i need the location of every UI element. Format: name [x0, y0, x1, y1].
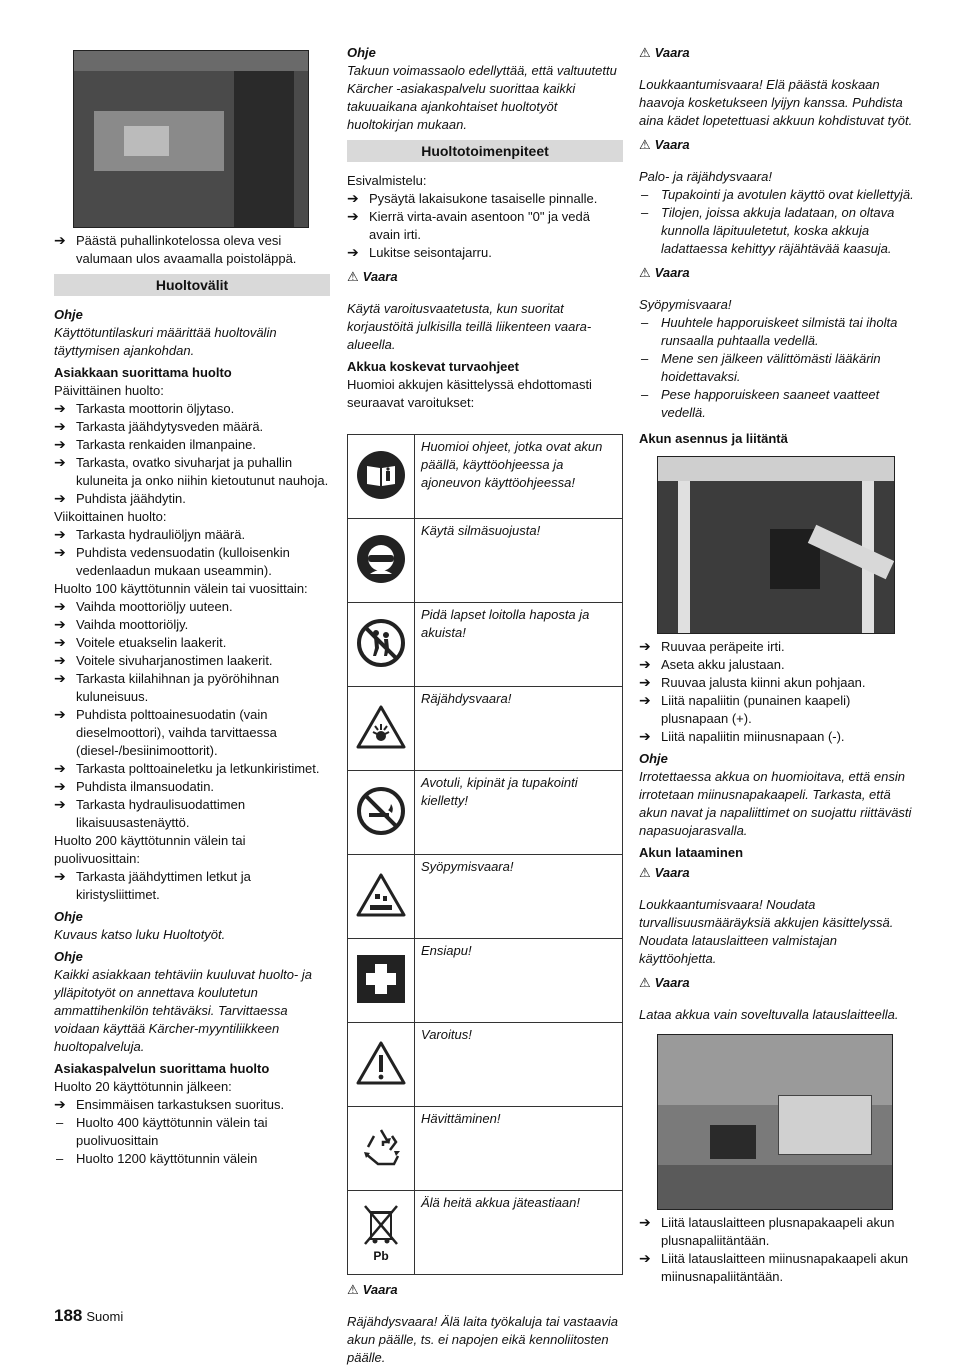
warning-text: Palo- ja räjähdysvaara! — [639, 169, 772, 184]
daily-label: Päivittäinen huolto: — [54, 383, 164, 398]
list-item: ➔ Tarkasta jäähdytysveden määrä. — [54, 418, 330, 436]
symbol-text: Ensiapu! — [415, 939, 623, 1023]
battery-symbols-table — [347, 434, 623, 1275]
warning-triangle-icon: ⚠ — [639, 976, 651, 991]
warning-text: Lataa akkua vain soveltuvalla latauslaitteella. — [639, 1007, 899, 1022]
list-item: ➔ Liitä napaliitin miinusnapaan (-). — [639, 728, 915, 746]
list-item: ➔ Puhdista jäähdytin. — [54, 490, 330, 508]
note-text: Kuvaus katso luku Huoltotyöt. — [54, 927, 226, 942]
warning-triangle-icon: ⚠ — [347, 270, 359, 285]
warning-heading: ⚠ Vaara — [639, 45, 690, 61]
battery-intro: Huomioi akkujen käsittelyssä ehdottomasti seuraavat varoitukset: — [347, 377, 592, 410]
list-item: ➔ Ruuvaa jalusta kiinni akun pohjaan. — [639, 674, 915, 692]
warning-icon — [356, 1040, 406, 1086]
symbol-text: Avotuli, kipinät ja tupakointi kielletty! — [415, 771, 623, 855]
list-item: ➔ Kierrä virta-avain asentoon "0" ja vedä avain irti. — [347, 208, 623, 244]
list-item: ➔ Liitä latauslaitteen plusnapakaapeli akun plusnapaliitäntään. — [639, 1214, 915, 1250]
daily-list — [54, 400, 330, 508]
warning-heading: ⚠ Vaara — [639, 137, 690, 153]
list-item: ➔ Ruuvaa peräpeite irti. — [639, 638, 915, 656]
battery-safety-heading: Akkua koskevat turvaohjeet — [347, 359, 519, 374]
h100-list — [54, 598, 330, 832]
warning-triangle-icon: ⚠ — [639, 46, 651, 61]
table-row — [348, 435, 623, 519]
prep-label: Esivalmistelu: — [347, 173, 427, 188]
note-title: Ohje — [347, 45, 376, 60]
list-item: – Huolto 1200 käyttötunnin välein — [54, 1150, 330, 1168]
note-text: Käyttötuntilaskuri määrittää huoltovälin täyttymisen ajankohdan. — [54, 325, 277, 358]
list-item: ➔ Tarkasta renkaiden ilmanpaine. — [54, 436, 330, 454]
page-number: 188 — [54, 1306, 83, 1325]
symbol-text: Varoitus! — [415, 1023, 623, 1107]
list-item: – Tilojen, joissa akkuja ladataan, on oltava kunnolla läpituuletetut, koska akkuja ladattaessa kehittyy räjähtävää kaasuja. — [639, 204, 915, 258]
table-row — [348, 687, 623, 771]
list-item: ➔ Tarkasta moottorin öljytaso. — [54, 400, 330, 418]
list-item: – Huuhtele happoruiskeet silmistä tai iholta runsaalla puhtaalla vedellä. — [639, 314, 915, 350]
table-row — [348, 939, 623, 1023]
list-item: ➔ Pysäytä lakaisukone tasaiselle pinnalle. — [347, 190, 623, 208]
recycle-icon — [356, 1122, 406, 1172]
table-row — [348, 1191, 623, 1275]
symbol-text: Hävittäminen! — [415, 1107, 623, 1191]
crossed-bin-icon — [356, 1203, 406, 1247]
table-row — [348, 855, 623, 939]
list-item: ➔ Tarkasta jäähdyttimen letkut ja kiristysliittimet. — [54, 868, 330, 904]
list-item: ➔ Ensimmäisen tarkastuksen suoritus. — [54, 1096, 330, 1114]
list-item: – Tupakointi ja avotulen käyttö ovat kiellettyjä. — [639, 186, 915, 204]
customer-maintenance-heading: Asiakkaan suorittama huolto — [54, 365, 232, 380]
list-item: ➔ Puhdista polttoainesuodatin (vain dieselmoottori), vaihda tarvittaessa (diesel-/besiinimoottorit). — [54, 706, 330, 760]
table-row — [348, 519, 623, 603]
warning-heading: ⚠ Vaara — [639, 265, 690, 281]
list-item: – Huolto 400 käyttötunnin välein tai puolivuosittain — [54, 1114, 330, 1150]
warning-text: Loukkaantumisvaara! Elä päästä koskaan haavoja kosketukseen lyijyn kanssa. Puhdista aina kädet lopetettuasi akkuun kohdistuvat työt. — [639, 77, 913, 128]
list-item: ➔ Puhdista ilmansuodatin. — [54, 778, 330, 796]
note-title: Ohje — [54, 909, 83, 924]
list-item: ➔ Liitä latauslaitteen miinusnapakaapeli akun miinusnapaliitäntään. — [639, 1250, 915, 1286]
drain-step: ➔ Päästä puhallinkotelossa oleva vesi valumaan ulos avaamalla poistoläppä. — [54, 232, 330, 268]
warning-text: Loukkaantumisvaara! Noudata turvallisuusmääräyksiä akkujen käsittelyssä. Noudata latauslaitteen valmistajan käyttöohjetta. — [639, 897, 894, 966]
list-item: ➔ Voitele etuakselin laakerit. — [54, 634, 330, 652]
no-children-icon — [356, 618, 406, 668]
column-3 — [639, 44, 915, 1286]
battery-install-photo — [657, 456, 895, 634]
list-item: ➔ Tarkasta hydrauliöljyn määrä. — [54, 526, 330, 544]
warning-text: Syöpymisvaara! — [639, 297, 732, 312]
section-huoltovalit: Huoltovälit — [54, 274, 330, 296]
list-item: ➔ Voitele sivuharjanostimen laakerit. — [54, 652, 330, 670]
list-item: ➔ Lukitse seisontajarru. — [347, 244, 623, 262]
column-2 — [347, 44, 623, 1367]
list-item: ➔ Tarkasta polttoaineletku ja letkunkiristimet. — [54, 760, 330, 778]
warning-triangle-icon: ⚠ — [639, 138, 651, 153]
note-title: Ohje — [639, 751, 668, 766]
h20-label: Huolto 20 käyttötunnin jälkeen: — [54, 1079, 232, 1094]
list-item: ➔ Tarkasta, ovatko sivuharjat ja puhallin kuluneita ja onko niihin kietoutunut nauhoja. — [54, 454, 330, 490]
install-heading: Akun asennus ja liitäntä — [639, 431, 788, 446]
h100-label: Huolto 100 käyttötunnin välein tai vuosittain: — [54, 581, 308, 596]
symbol-text: Käytä silmäsuojusta! — [415, 519, 623, 603]
explosion-icon — [356, 704, 406, 750]
manual-icon — [356, 450, 406, 500]
warning-triangle-icon: ⚠ — [347, 1283, 359, 1298]
page-footer — [54, 1306, 123, 1326]
note-title: Ohje — [54, 307, 83, 322]
list-item: ➔ Tarkasta hydraulisuodattimen likaisuusastenäyttö. — [54, 796, 330, 832]
h200-label: Huolto 200 käyttötunnin välein tai puolivuosittain: — [54, 833, 246, 866]
warning-heading: ⚠ Vaara — [639, 975, 690, 991]
note-text: Irrotettaessa akkua on huomioitava, että ensin irrotetaan miinusnapakaapeli. Tarkasta, että akun navat ja napaliittimet on suojattu riittävästi napasuojarasvalla. — [639, 769, 912, 838]
table-row — [348, 1023, 623, 1107]
symbol-text: Älä heitä akkua jäteastiaan! — [415, 1191, 623, 1275]
table-row — [348, 603, 623, 687]
blower-housing-photo — [73, 50, 309, 228]
warning-triangle-icon: ⚠ — [639, 866, 651, 881]
charging-heading: Akun lataaminen — [639, 845, 744, 860]
warning-text: Käytä varoitusvaatetusta, kun suoritat korjaustöitä julkisilla teillä liikenteen vaara-alueella. — [347, 301, 592, 352]
list-item: ➔ Aseta akku jalustaan. — [639, 656, 915, 674]
pb-label: Pb — [373, 1249, 389, 1263]
note-title: Ohje — [54, 949, 83, 964]
table-row — [348, 771, 623, 855]
warning-text: Räjähdysvaara! Älä laita työkaluja tai vastaavia akun päälle, ts. ei napojen eikä kennoliitosten päälle. — [347, 1314, 618, 1365]
warning-heading: ⚠ Vaara — [347, 1282, 398, 1298]
weekly-list — [54, 526, 330, 580]
goggles-icon — [356, 534, 406, 584]
corrosive-icon — [356, 872, 406, 918]
warning-heading: ⚠ Vaara — [639, 865, 690, 881]
service-heading: Asiakaspalvelun suorittama huolto — [54, 1061, 270, 1076]
list-item: ➔ Liitä napaliitin (punainen kaapeli) plusnapaan (+). — [639, 692, 915, 728]
list-item: – Mene sen jälkeen välittömästi lääkärin hoidettavaksi. — [639, 350, 915, 386]
symbol-text: Pidä lapset loitolla haposta ja akuista! — [415, 603, 623, 687]
symbol-text: Räjähdysvaara! — [415, 687, 623, 771]
language-label: Suomi — [86, 1309, 124, 1324]
list-item: ➔ Puhdista vedensuodatin (kulloisenkin vedenlaadun mukaan useammin). — [54, 544, 330, 580]
note-text: Takuun voimassaolo edellyttää, että valtuutettu Kärcher -asiakaspalvelu suorittaa kaikki takuuaikana ajankohtaiset huoltotyöt huoltokirjan mukaan. — [347, 63, 617, 132]
weekly-label: Viikoittainen huolto: — [54, 509, 167, 524]
battery-charger-photo — [657, 1034, 893, 1210]
symbol-text: Huomioi ohjeet, jotka ovat akun päällä, käyttöohjeessa ja ajoneuvon käyttöohjeessa! — [415, 435, 623, 519]
table-row — [348, 1107, 623, 1191]
section-huoltotoimenpiteet: Huoltotoimenpiteet — [347, 140, 623, 162]
list-item: ➔ Vaihda moottoriöljy uuteen. — [54, 598, 330, 616]
warning-heading: ⚠ Vaara — [347, 269, 398, 285]
note-text: Kaikki asiakkaan tehtäviin kuuluvat huolto- ja ylläpitotyöt on annettava koulutetun ammattihenkilön tehtäväksi. Tarvittaessa voidaan käyttää Kärcher-myyntiliikkeen huoltopalveluja. — [54, 967, 312, 1054]
first-aid-icon — [356, 954, 406, 1004]
list-item: ➔ Tarkasta kiilahihnan ja pyöröhihnan kuluneisuus. — [54, 670, 330, 706]
column-1 — [54, 44, 330, 1168]
no-fire-icon — [356, 786, 406, 836]
warning-triangle-icon: ⚠ — [639, 266, 651, 281]
list-item: ➔ Vaihda moottoriöljy. — [54, 616, 330, 634]
symbol-text: Syöpymisvaara! — [415, 855, 623, 939]
list-item: – Pese happoruiskeen saaneet vaatteet vedellä. — [639, 386, 915, 422]
